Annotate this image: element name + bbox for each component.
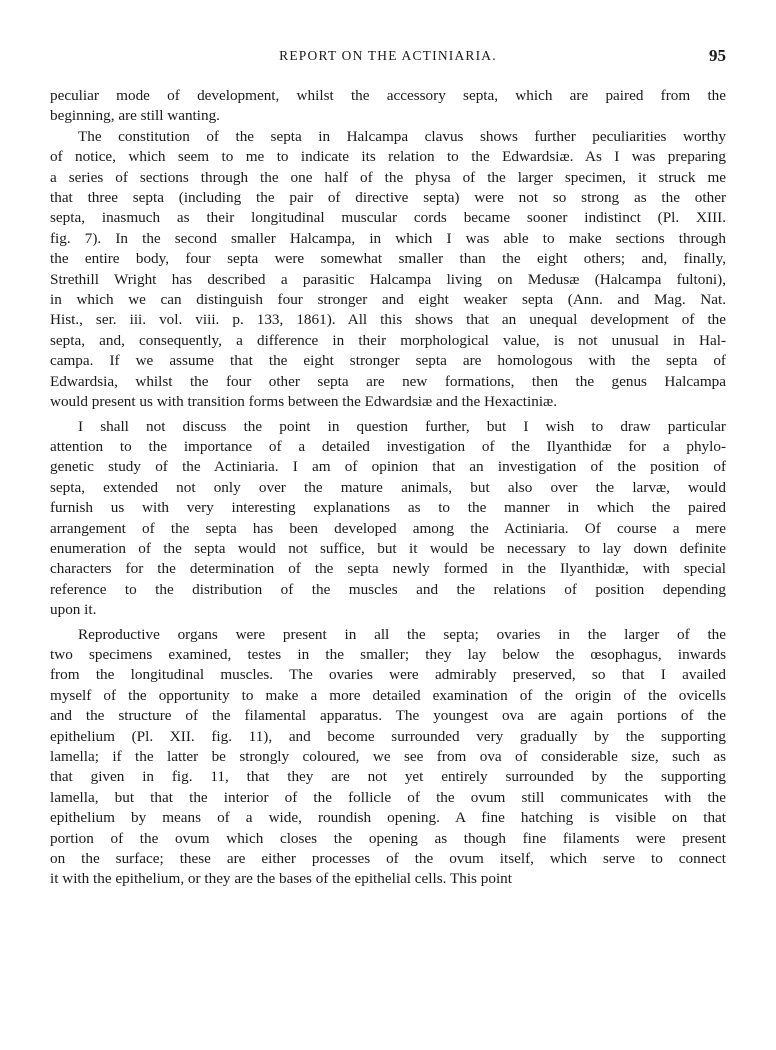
page-number: 95	[709, 46, 726, 65]
text-line: Hist., ser. iii. vol. viii. p. 133, 1861). All this shows that an unequal development of the	[50, 311, 726, 329]
text-line: attention to the importance of a detailed investigation of the Ilyanthidæ for a phylo-	[50, 437, 726, 455]
text-line: on the surface; these are either processes of the ovum itself, which serve to connect	[50, 850, 726, 868]
body-text	[50, 86, 726, 890]
text-line: enumeration of the septa would not suffice, but it would be necessary to lay down definite	[50, 539, 726, 557]
text-line: Reproductive organs were present in all the septa; ovaries in the larger of the	[78, 625, 726, 643]
text-line: that three septa (including the pair of directive septa) were not so strong as the other	[50, 189, 726, 207]
text-line: from the longitudinal muscles. The ovaries were admirably preserved, so that I availed	[50, 666, 726, 684]
text-line: in which we can distinguish four stronger and eight weaker septa (Ann. and Mag. Nat.	[50, 291, 726, 309]
text-line: The constitution of the septa in Halcampa clavus shows further peculiarities worthy	[78, 127, 726, 145]
text-line: it with the epithelium, or they are the bases of the epithelial cells. This point	[50, 870, 512, 888]
text-line: lamella, but that the interior of the follicle of the ovum still communicates with the	[50, 788, 726, 806]
running-head	[50, 46, 726, 68]
text-line: Edwardsia, whilst the four other septa are new formations, then the genus Halcampa	[50, 372, 726, 390]
text-line: myself of the opportunity to make a more detailed examination of the origin of the ovicells	[50, 686, 726, 704]
text-line: reference to the distribution of the muscles and the relations of position depending	[50, 580, 726, 598]
text-line: epithelium (Pl. XII. fig. 11), and become surrounded very gradually by the supporting	[50, 727, 726, 745]
text-line: I shall not discuss the point in question further, but I wish to draw particular	[78, 417, 726, 435]
text-line: a series of sections through the one half of the physa of the larger specimen, it struck me	[50, 168, 726, 186]
text-line: septa, inasmuch as their longitudinal muscular cords became sooner indistinct (Pl. XIII.	[50, 209, 726, 227]
text-line: arrangement of the septa has been developed among the Actiniaria. Of course a mere	[50, 519, 726, 537]
paragraph	[50, 417, 726, 621]
text-line: the entire body, four septa were somewhat smaller than the eight others; and, finally,	[50, 250, 726, 268]
text-line: portion of the ovum which closes the opening as though fine filaments were present	[50, 829, 726, 847]
text-line: epithelium by means of a wide, roundish opening. A fine hatching is visible on that	[50, 809, 726, 827]
text-line: lamella; if the latter be strongly coloured, we see from ova of considerable size, such as	[50, 748, 726, 765]
running-title: REPORT ON THE ACTINIARIA.	[279, 48, 497, 63]
text-line: peculiar mode of development, whilst the accessory septa, which are paired from the	[50, 87, 726, 104]
text-line: two specimens examined, testes in the smaller; they lay below the œsophagus, inwards	[50, 645, 726, 663]
text-line: upon it.	[50, 601, 97, 619]
text-line: of notice, which seem to me to indicate its relation to the Edwardsiæ. As I was preparing	[50, 148, 726, 166]
paragraph	[50, 127, 726, 413]
text-line: that given in fig. 11, that they are not yet entirely surrounded by the supporting	[50, 768, 726, 786]
text-line: septa, extended not only over the mature animals, but also over the larvæ, would	[50, 478, 726, 496]
paragraph	[50, 625, 726, 890]
text-line: fig. 7). In the second smaller Halcampa, in which I was able to make sections through	[50, 229, 726, 247]
text-line: campa. If we assume that the eight stronger septa are homologous with the septa of	[50, 352, 726, 370]
text-line: would present us with transition forms between the Edwardsiæ and the Hexactiniæ.	[50, 393, 557, 411]
text-line: septa, and, consequently, a difference in their morphological value, is not unusual in Hal-	[50, 331, 726, 349]
paragraph	[50, 86, 726, 127]
text-line: genetic study of the Actiniaria. I am of opinion that an investigation of the position of	[50, 458, 726, 476]
text-line: beginning, are still wanting.	[50, 107, 220, 125]
text-line: characters for the determination of the septa newly formed in the Ilyanthidæ, with special	[50, 560, 726, 578]
text-line: and the structure of the filamental apparatus. The youngest ova are again portions of the	[50, 707, 726, 725]
text-line: furnish us with very interesting explanations as to the manner in which the paired	[50, 499, 726, 517]
text-line: Strethill Wright has described a parasitic Halcampa living on Medusæ (Halcampa fultoni),	[50, 270, 726, 288]
